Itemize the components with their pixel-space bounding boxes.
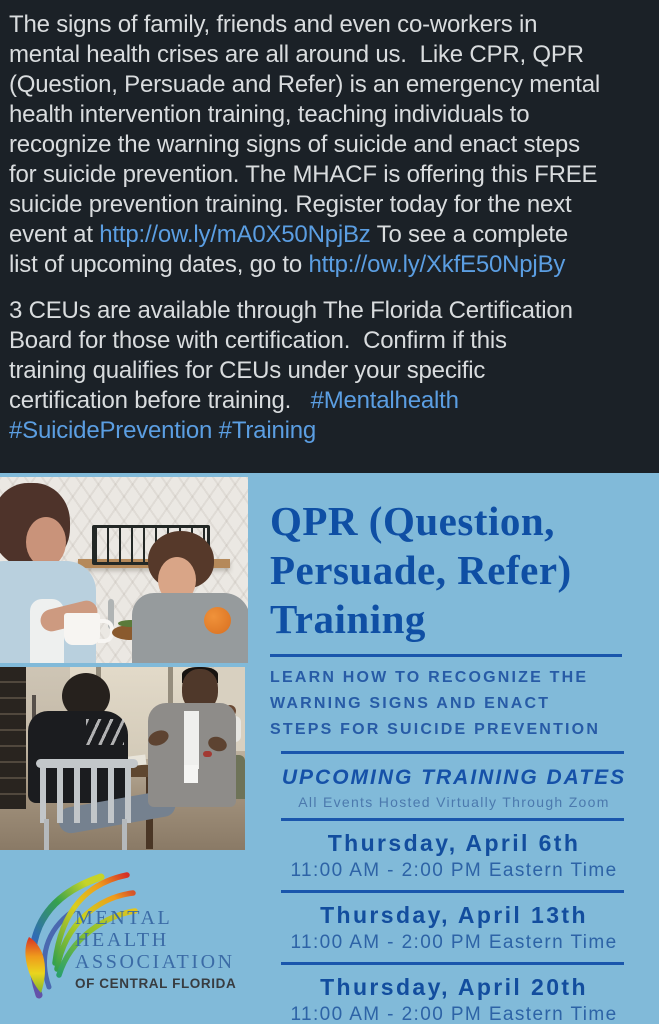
divider	[281, 962, 624, 965]
event-time: 11:00 AM - 2:00 PM Eastern Time	[290, 860, 618, 881]
text-segment: health intervention training, teaching individuals to	[9, 101, 530, 128]
text-segment: mental health crises are all around us. Like CPR, QPR	[9, 41, 584, 68]
event-date: Thursday, April 20th	[320, 974, 588, 1000]
text-segment: Board for those with certification. Confirm if this	[9, 327, 507, 354]
polo-stripes	[86, 719, 124, 745]
post-text-line	[9, 190, 650, 220]
post-text-line	[9, 326, 650, 356]
post-text-line	[9, 40, 650, 70]
post-text-line	[9, 130, 650, 160]
text-segment: suicide prevention training. Register today for the next	[9, 191, 572, 218]
text-segment: list of upcoming dates, go to	[9, 251, 309, 278]
zoom-note: All Events Hosted Virtually Through Zoom	[298, 794, 610, 810]
url-link[interactable]: http://ow.ly/mA0X50NpjBz	[99, 221, 371, 248]
event-time: 11:00 AM - 2:00 PM Eastern Time	[290, 932, 618, 953]
text-line: QPR (Question,	[270, 498, 555, 544]
orange-fruit	[204, 607, 231, 634]
logo-word-mental: MENTAL	[75, 907, 173, 929]
post-text-line	[9, 250, 650, 280]
post-text-line	[9, 416, 650, 446]
wrist-beads	[203, 751, 212, 757]
post-text-line	[9, 296, 650, 326]
chair-leg	[44, 819, 49, 850]
white-mug	[64, 613, 100, 645]
logo-text	[75, 907, 236, 991]
text-line: LEARN HOW TO RECOGNIZE THE	[270, 669, 589, 686]
post-text-line	[9, 220, 650, 250]
text-segment: training qualifies for CEUs under your specific	[9, 357, 486, 384]
upcoming-dates-header: UPCOMING TRAINING DATES	[281, 766, 627, 789]
man-right-shirt	[184, 711, 199, 769]
flyer-subtitle	[270, 665, 640, 743]
post-text-line	[9, 100, 650, 130]
text-segment: 3 CEUs are available through The Florida Certification	[9, 297, 573, 324]
url-link[interactable]: http://ow.ly/XkfE50NpjBy	[308, 251, 566, 278]
hashtag-link[interactable]: #Mentalhealth	[310, 387, 459, 414]
text-segment: certification before training.	[9, 387, 311, 414]
text-line: Training	[270, 596, 426, 642]
dark-bookshelf	[0, 667, 26, 809]
text-segment: recognize the warning signs of suicide and enact steps	[9, 131, 580, 158]
chair-slats	[40, 767, 135, 823]
post-paragraph-1	[9, 10, 650, 280]
post-text-line	[9, 10, 650, 40]
divider	[270, 654, 622, 657]
text-segment: for suicide prevention. The MHACF is offering this FREE	[9, 161, 598, 188]
text-line: STEPS FOR SUICIDE PREVENTION	[270, 721, 601, 738]
post-paragraph-2	[9, 296, 650, 446]
post-text-line	[9, 70, 650, 100]
logo-word-health: HEALTH	[75, 929, 169, 951]
divider	[281, 890, 624, 893]
text-line: WARNING SIGNS AND ENACT	[270, 695, 551, 712]
teen-hoodie	[132, 593, 248, 663]
event-time: 11:00 AM - 2:00 PM Eastern Time	[290, 1004, 618, 1024]
hashtag-link[interactable]: #Training	[218, 417, 317, 444]
divider	[281, 818, 624, 821]
post-text-section	[0, 0, 659, 473]
post-text-line	[9, 356, 650, 386]
logo-of-central-florida: OF CENTRAL FLORIDA	[75, 976, 237, 991]
woman-face	[26, 517, 66, 567]
events-list	[268, 830, 640, 1024]
qpr-training-flyer-image[interactable]	[0, 473, 659, 1024]
mhacf-logo	[15, 855, 255, 1020]
flyer-title	[270, 497, 640, 644]
text-line: Persuade, Refer)	[270, 547, 572, 593]
event-date: Thursday, April 13th	[320, 902, 588, 928]
chair-leg	[122, 819, 127, 850]
text-segment: event at	[9, 221, 100, 248]
text-segment: To see a complete	[370, 221, 569, 248]
flyer-content	[268, 473, 640, 1024]
text-segment: (Question, Persuade and Refer) is an emergency mental	[9, 71, 601, 98]
lanyard-badge	[184, 765, 198, 783]
event-date: Thursday, April 6th	[327, 830, 581, 856]
text-segment: The signs of family, friends and even co-workers in	[9, 11, 538, 38]
cafe-conversation-photo	[0, 667, 245, 850]
divider	[281, 751, 624, 754]
kitchen-conversation-photo	[0, 477, 248, 663]
logo-word-association: ASSOCIATION	[75, 951, 235, 973]
hashtag-link[interactable]: #SuicidePrevention	[9, 417, 213, 444]
post-text-line	[9, 160, 650, 190]
post-text-line	[9, 386, 650, 416]
